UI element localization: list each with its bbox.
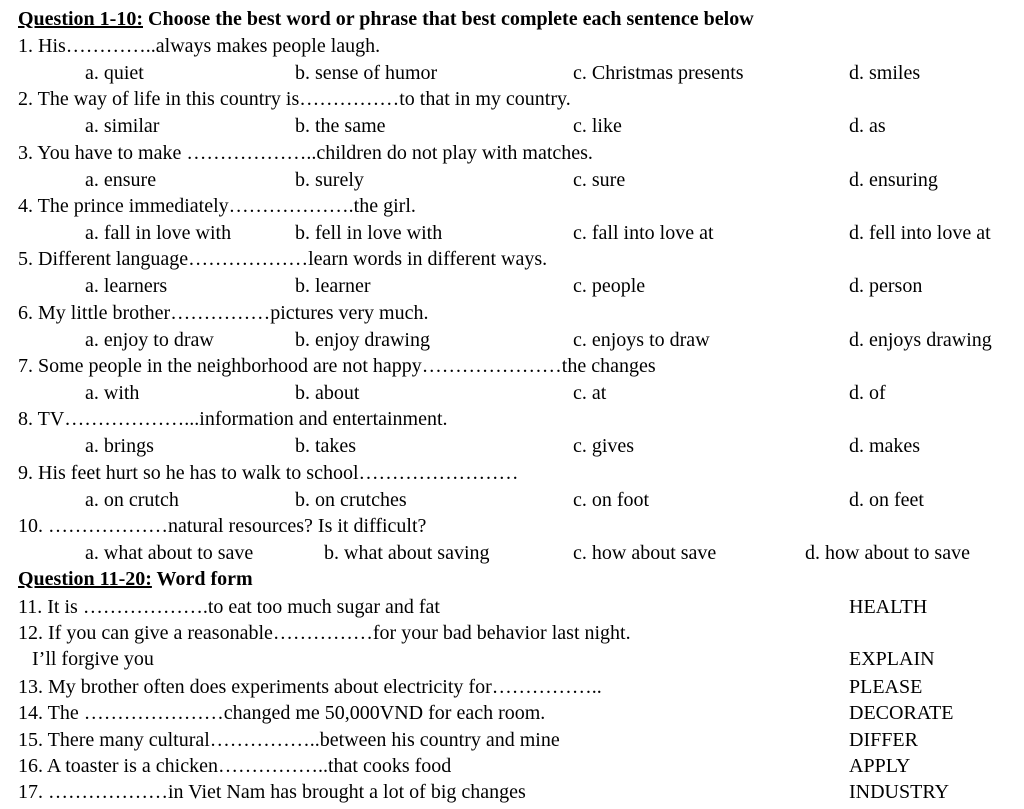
option-c: c. at — [573, 382, 607, 404]
section-2-heading — [18, 569, 253, 589]
option-d: d. of — [849, 382, 886, 404]
option-a: a. similar — [85, 115, 160, 137]
root-word: PLEASE — [849, 676, 923, 698]
option-a: a. what about to save — [85, 542, 254, 564]
section-1-heading — [18, 9, 754, 29]
option-b: b. sense of humor — [295, 62, 438, 84]
option-d: d. fell into love at — [849, 222, 991, 244]
question-stem: 8. TV………………...information and entertainment. — [18, 408, 448, 430]
option-d: d. smiles — [849, 62, 921, 84]
word-form-stem: 17. ………………in Viet Nam has brought a lot of big changes — [18, 781, 526, 803]
option-c: c. sure — [573, 169, 626, 191]
option-d: d. ensuring — [849, 169, 938, 191]
option-a: a. on crutch — [85, 489, 179, 511]
word-form-stem: 12. If you can give a reasonable……………for your bad behavior last night. — [18, 622, 631, 644]
question-stem: 10. ………………natural resources? Is it difficult? — [18, 515, 427, 537]
root-word: HEALTH — [849, 596, 928, 618]
option-c: c. on foot — [573, 489, 650, 511]
option-b: b. takes — [295, 435, 357, 457]
question-stem: 5. Different language………………learn words in different ways. — [18, 248, 548, 270]
option-a: a. with — [85, 382, 140, 404]
option-d: d. how about to save — [805, 542, 970, 564]
word-form-stem: 16. A toaster is a chicken……………..that cooks food — [18, 755, 452, 777]
option-c: c. gives — [573, 435, 635, 457]
option-b: b. what about saving — [324, 542, 490, 564]
section-2-label: Question 11-20: — [18, 568, 152, 590]
root-word: DECORATE — [849, 702, 954, 724]
root-word: INDUSTRY — [849, 781, 950, 803]
option-c: c. fall into love at — [573, 222, 714, 244]
option-d: d. makes — [849, 435, 921, 457]
option-a: a. learners — [85, 275, 168, 297]
option-a: a. enjoy to draw — [85, 329, 214, 351]
option-a: a. quiet — [85, 62, 144, 84]
option-b: b. surely — [295, 169, 364, 191]
word-form-stem: 13. My brother often does experiments about electricity for…………….. — [18, 676, 602, 698]
option-d: d. as — [849, 115, 886, 137]
question-stem: 1. His…………..always makes people laugh. — [18, 35, 381, 57]
option-b: b. the same — [295, 115, 386, 137]
root-word: DIFFER — [849, 729, 918, 751]
section-1-instruction: Choose the best word or phrase that best complete each sentence below — [143, 8, 754, 30]
option-a: a. ensure — [85, 169, 157, 191]
option-a: a. fall in love with — [85, 222, 232, 244]
option-d: d. enjoys drawing — [849, 329, 992, 351]
section-2-instruction: Word form — [151, 568, 253, 590]
option-c: c. how about save — [573, 542, 717, 564]
option-d: d. on feet — [849, 489, 924, 511]
word-form-stem: 11. It is ……………….to eat too much sugar and fat — [18, 596, 440, 618]
word-form-stem: 15. There many cultural……………..between his country and mine — [18, 729, 560, 751]
question-stem: 7. Some people in the neighborhood are not happy…………………the changes — [18, 355, 656, 377]
word-form-continuation: I’ll forgive you — [32, 648, 154, 670]
option-b: b. learner — [295, 275, 371, 297]
option-c: c. Christmas presents — [573, 62, 744, 84]
section-1-label: Question 1-10: — [18, 8, 143, 30]
question-stem: 6. My little brother……………pictures very much. — [18, 302, 429, 324]
root-word: EXPLAIN — [849, 648, 935, 670]
option-b: b. enjoy drawing — [295, 329, 430, 351]
root-word: APPLY — [849, 755, 911, 777]
question-stem: 9. His feet hurt so he has to walk to school…………………… — [18, 462, 519, 484]
question-stem: 4. The prince immediately……………….the girl. — [18, 195, 416, 217]
question-stem: 3. You have to make ………………..children do not play with matches. — [18, 142, 593, 164]
option-d: d. person — [849, 275, 923, 297]
option-c: c. people — [573, 275, 646, 297]
word-form-stem: 14. The …………………changed me 50,000VND for each room. — [18, 702, 546, 724]
option-b: b. on crutches — [295, 489, 407, 511]
question-stem: 2. The way of life in this country is……………to that in my country. — [18, 88, 571, 110]
option-c: c. like — [573, 115, 622, 137]
option-c: c. enjoys to draw — [573, 329, 710, 351]
option-b: b. fell in love with — [295, 222, 443, 244]
option-b: b. about — [295, 382, 360, 404]
option-a: a. brings — [85, 435, 154, 457]
